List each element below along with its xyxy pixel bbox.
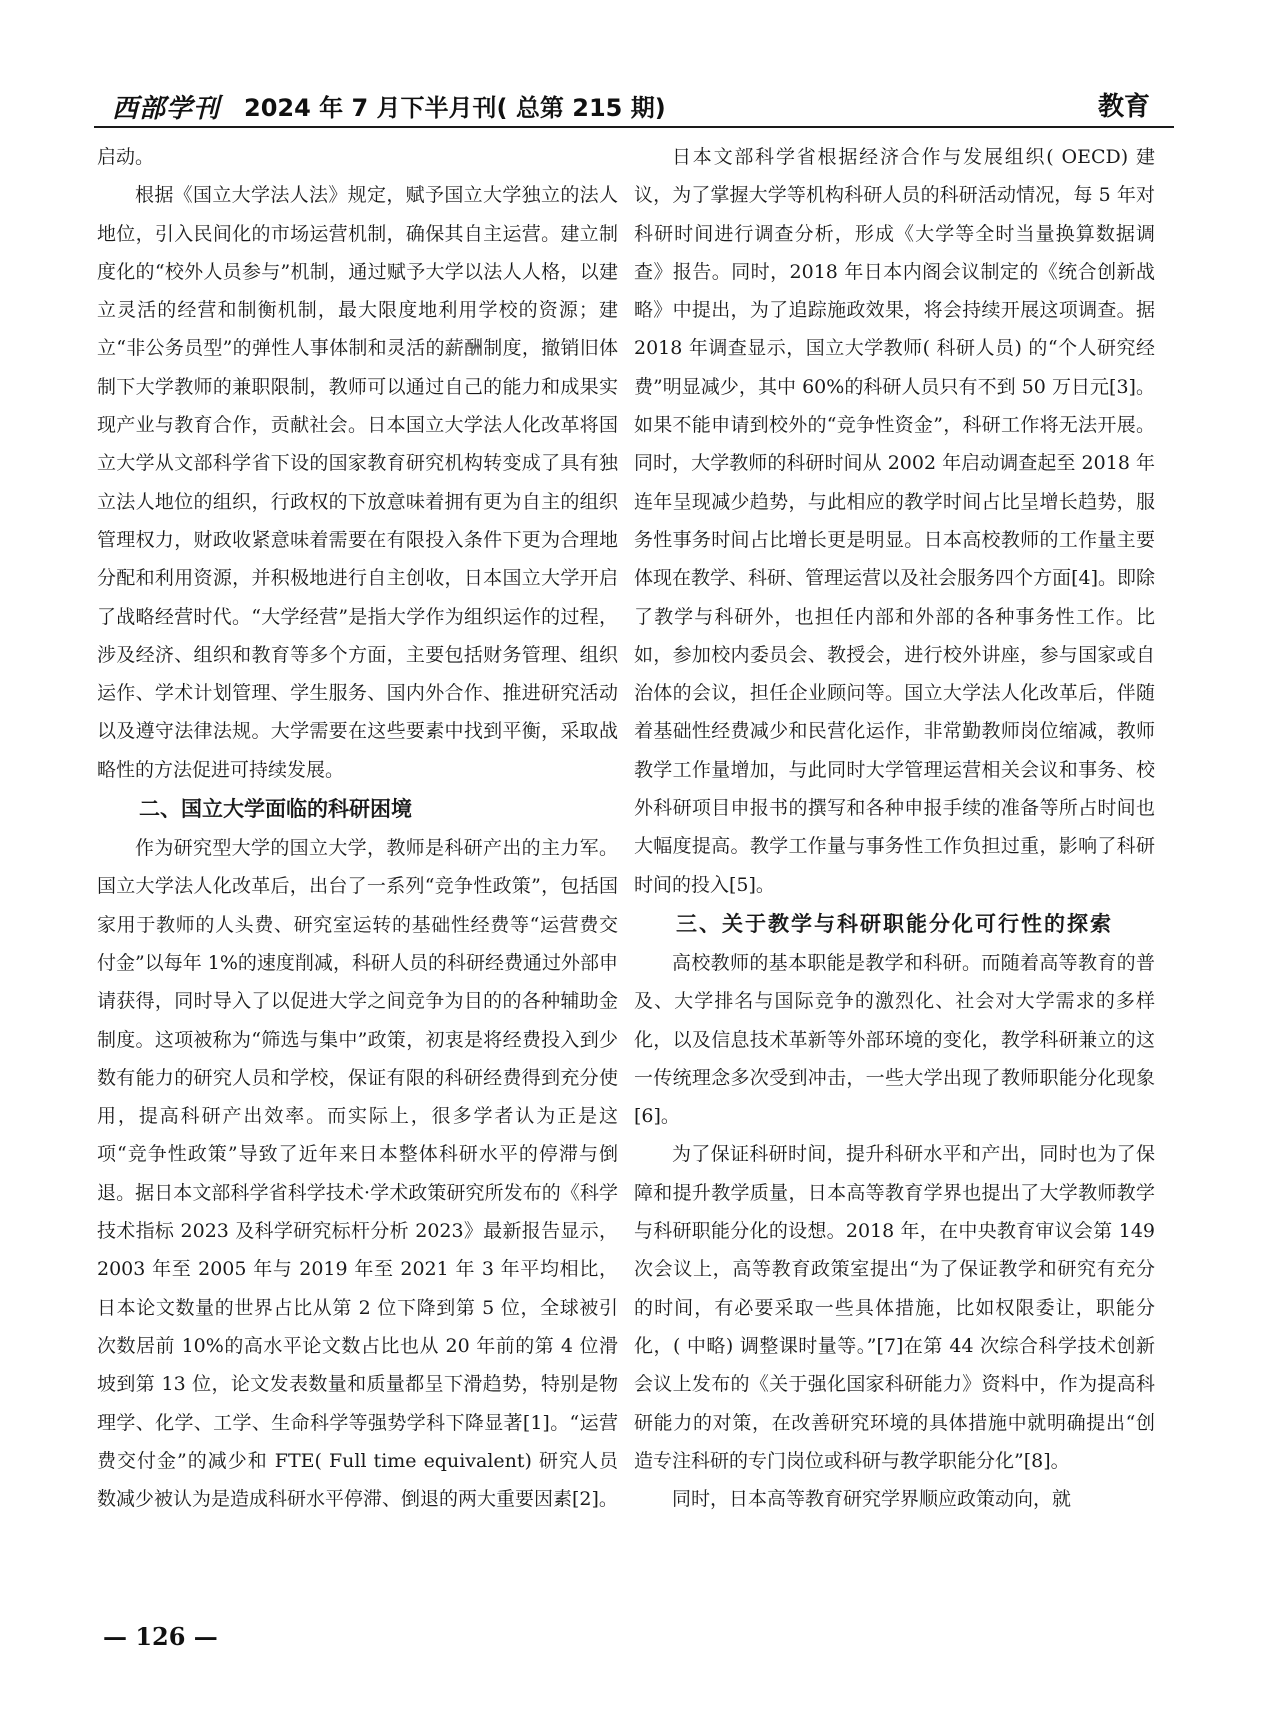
paragraph: 日本文部科学省根据经济合作与发展组织( OECD) 建议，为了掌握大学等机构科研人员的科研活动情况，每 5 年对科研时间进行调查分析，形成《大学等全时当量换算数据调查》报告。同时，2018 年日本内阁会议制定的《统合创新战略》中提出，为了追踪施政效果，将会持续开展这项调查。据 2018 年调查显示，国立大学教师( 科研人员) 的“个人研究经费”明显减少，其中 60%的科研人员只有不到 50 万日元[3]。如果不能申请到校外的“竞争性资金”，科研工作将无法开展。同时，大学教师的科研时间从 2002 年启动调查起至 2018 年连年呈现减少趋势，与此相应的教学时间占比呈增长趋势，服务性事务时间占比增长更是明显。日本高校教师的工作量主要体现在教学、科研、管理运营以及社会服务四个方面[4]。即除了教学与科研外，也担任内部和外部的各种事务性工作。比如，参加校内委员会、教授会，进行校外讲座，参与国家或自治体的会议，担任企业顾问等。国立大学法人化改革后，伴随着基础性经费减少和民营化运作，非常勤教师岗位缩减，教师教学工作量增加，与此同时大学管理运营相关会议和事务、校外科研项目申报书的撰写和各种申报手续的准备等所占时间也大幅度提高。教学工作量与事务性工作负担过重，影响了科研时间的投入[5]。 <box>634 146 1155 896</box>
issue-info: 2024 年 7 月下半月刊( 总第 215 期) <box>244 94 666 122</box>
journal-logo: 西部学刊 <box>112 94 221 124</box>
running-header <box>94 78 1174 126</box>
paragraph: 启动。 <box>97 146 155 168</box>
left-column <box>97 138 618 1518</box>
paragraph: 作为研究型大学的国立大学，教师是科研产出的主力军。国立大学法人化改革后，出台了一系列“竞争性政策”，包括国家用于教师的人头费、研究室运转的基础性经费等“运营费交付金”以每年 1%的速度削减，科研人员的科研经费通过外部申请获得，同时导入了以促进大学之间竞争为目的的各种辅助金制度。这项被称为“筛选与集中”政策，初衷是将经费投入到少数有能力的研究人员和学校，保证有限的科研经费得到充分使用，提高科研产出效率。而实际上，很多学者认为正是这项“竞争性政策”导致了近年来日本整体科研水平的停滞与倒退。据日本文部科学省科学技术·学术政策研究所发布的《科学技术指标 2023 及科学研究标杆分析 2023》最新报告显示，2003 年至 2005 年与 2019 年至 2021 年 3 年平均相比，日本论文数量的世界占比从第 2 位下降到第 5 位，全球被引次数居前 10%的高水平论文数占比也从 20 年前的第 4 位滑坡到第 13 位，论文发表数量和质量都呈下滑趋势，特别是物理学、化学、工学、生命科学等强势学科下降显著[1]。“运营费交付金”的减少和 FTE( Full time equivalent) 研究人员数减少被认为是造成科研水平停滞、倒退的两大重要因素[2]。 <box>97 837 618 1511</box>
header-rule <box>94 126 1174 128</box>
paragraph: 根据《国立大学法人法》规定，赋予国立大学独立的法人地位，引入民间化的市场运营机制，确保其自主运营。建立制度化的“校外人员参与”机制，通过赋予大学以法人人格，以建立灵活的经营和制衡机制，最大限度地利用学校的资源；建立“非公务员型”的弹性人事体制和灵活的薪酬制度，撤销旧体制下大学教师的兼职限制，教师可以通过自己的能力和成果实现产业与教育合作，贡献社会。日本国立大学法人化改革将国立大学从文部科学省下设的国家教育研究机构转变成了具有独立法人地位的组织，行政权的下放意味着拥有更为自主的组织管理权力，财政收紧意味着需要在有限投入条件下更为合理地分配和利用资源，并积极地进行自主创收，日本国立大学开启了战略经营时代。“大学经营”是指大学作为组织运作的过程，涉及经济、组织和教育等多个方面，主要包括财务管理、组织运作、学术计划管理、学生服务、国内外合作、推进研究活动以及遵守法律法规。大学需要在这些要素中找到平衡，采取战略性的方法促进可持续发展。 <box>97 184 618 781</box>
paragraph: 同时，日本高等教育研究学界顺应政策动向，就 <box>672 1488 1072 1511</box>
paragraph: 为了保证科研时间，提升科研水平和产出，同时也为了保障和提升教学质量，日本高等教育学界也提出了大学教师教学与科研职能分化的设想。2018 年，在中央教育审议会第 149 次会议上，高等教育政策室提出“为了保证教学和研究有充分的时间，有必要采取一些具体措施，比如权限委让，职能分化，( 中略) 调整课时量等。”[7]在第 44 次综合科学技术创新会议上发布的《关于强化国家科研能力》资料中，作为提高科研能力的对策，在改善研究环境的具体措施中就明确提出“创造专注科研的专门岗位或科研与教学职能分化”[8]。 <box>634 1143 1155 1472</box>
right-column <box>634 138 1155 1518</box>
section-heading: 二、国立大学面临的科研困境 <box>139 797 412 822</box>
paragraph: 高校教师的基本职能是教学和科研。而随着高等教育的普及、大学排名与国际竞争的激烈化、社会对大学需求的多样化，以及信息技术革新等外部环境的变化，教学科研兼立的这一传统理念多次受到冲击，一些大学出现了教师职能分化现象[6]。 <box>634 951 1155 1128</box>
section-name: 教育 <box>1097 92 1150 122</box>
section-heading: 三、关于教学与科研职能分化可行性的探索 <box>676 911 1113 936</box>
page-number: — 126 — <box>103 1622 218 1651</box>
